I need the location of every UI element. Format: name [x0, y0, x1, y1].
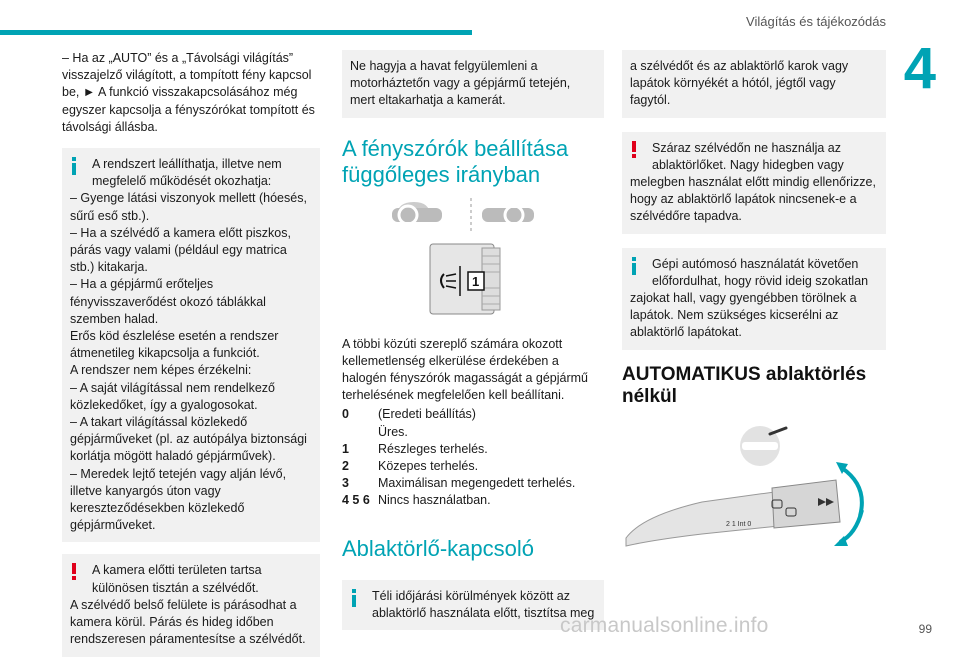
setting-key: 1	[342, 441, 349, 456]
setting-key: 3	[342, 476, 349, 491]
info-icon	[348, 589, 360, 607]
wiper-stalk-figure	[622, 418, 886, 568]
setting-value: Maximálisan megengedett terhelés.	[378, 476, 576, 491]
steering-wheel-left-icon	[392, 202, 442, 224]
headlamp-adjuster-figure	[342, 196, 604, 324]
info-line: – Gyenge látási viszonyok mellett (hóesés, sűrű eső stb.).	[70, 191, 307, 223]
info-line: – Ha a gépjármű erőteljes fényvisszaverődést okozó táblákkal szemben halad.	[70, 277, 266, 326]
warning-text: melegben használat előtt mindig ellenőrizze, hogy az ablaktörlő lapátok nincsenek-e a szélvédőre tapadva.	[630, 175, 876, 224]
headlamp-paragraph: A többi közúti szereplő számára okozott kellemetlenség elkerülése érdekében a halogén fényszórók magasságát a gépjármű terhelésének megfelelően kell beállítani.	[342, 336, 588, 403]
column-3	[622, 50, 886, 568]
warning-icon	[68, 563, 80, 581]
warning-first-line: Száraz szélvédőn ne használja az ablaktörlőket. Nagy hidegben vagy	[652, 140, 844, 172]
section-heading-wiper: Ablaktörlő-kapcsoló	[342, 535, 534, 561]
warning-icon	[628, 141, 640, 159]
info-first-line: A rendszert leállíthatja, illetve nem megfelelő működését okozhatja:	[92, 157, 282, 189]
info-line: – Ha a szélvédő a kamera előtt piszkos, párás vagy valami (például egy matrica stb.) kitakarja.	[70, 225, 291, 275]
info-line: – A takart világítással közlekedő gépjárműveket (pl. az autópálya biztonsági korlátja mögött haladó gépjárművek).	[70, 415, 307, 464]
setting-value: Nincs használatban.	[378, 493, 491, 508]
info-icon	[628, 257, 640, 275]
setting-value: (Eredeti beállítás) Üres.	[378, 407, 476, 439]
warning-box-camera	[62, 554, 320, 656]
section-heading-auto-wipe: AUTOMATIKUS ablaktörlés nélkül	[622, 363, 867, 407]
watermark: carmanualsonline.info	[560, 614, 769, 637]
warning-first-line: A kamera előtti területen tartsa különösen tisztán a szélvédőt.	[92, 563, 262, 595]
setting-value: Részleges terhelés.	[378, 441, 488, 456]
chapter-progress-bar	[0, 30, 472, 35]
load-setting-row	[342, 475, 604, 492]
load-setting-row	[342, 406, 604, 440]
headlamp-height-dial-icon	[430, 244, 500, 314]
chapter-number: 4	[903, 36, 936, 101]
info-first-line: Gépi autómosó használatát követően előfordulhat, hogy rövid ideig szokatlan	[652, 256, 869, 288]
headlamp-adjuster-illustration	[342, 196, 604, 320]
load-setting-row	[342, 458, 604, 475]
continued-box	[622, 50, 886, 118]
info-box-carwash	[622, 248, 886, 350]
note-text: Ne hagyja a havat felgyülemleni a motorháztetőn vagy a gépjármű tetején, mert eltakarhatja a kamerát.	[350, 59, 571, 108]
info-text: Téli időjárási körülmények között az ablaktörlő használata előtt, tisztítsa meg	[372, 588, 595, 620]
wiper-stalk-illustration	[622, 418, 886, 568]
info-text: zajokat hall, vagy gyengébben törölnek a lapátok. Nem szükséges kicserélni az ablaktörlő lapátokat.	[630, 291, 857, 340]
page-number: 99	[918, 622, 932, 636]
load-settings-list	[342, 406, 604, 509]
column-1	[62, 50, 320, 669]
setting-key: 2	[342, 459, 349, 474]
section-heading-headlamp: A fényszórók beállítása függőleges irányban	[342, 135, 569, 187]
steering-wheel-right-icon	[482, 206, 534, 224]
warning-box-dry	[622, 132, 886, 234]
info-line: Erős köd észlelése esetén a rendszer átmenetileg kikapcsolja a funkciót.	[70, 329, 279, 361]
svg-text:2 1 Int 0: 2 1 Int 0	[726, 520, 752, 528]
info-line: – A saját világítással nem rendelkező közlekedőket, így a gyalogosokat.	[70, 380, 275, 412]
steering-wheel-icon	[740, 426, 786, 466]
setting-value: Közepes terhelés.	[378, 459, 479, 474]
info-line: – Meredek lejtő tetején vagy alján lévő, illetve kanyargós úton vagy kereszteződésekben közlekedő gépjárműveket.	[70, 466, 287, 533]
setting-key: 0	[342, 407, 349, 422]
wiper-stalk-icon	[626, 480, 840, 546]
intro-paragraph: – Ha az „AUTO” és a „Távolsági világítás” visszajelző világított, a tompított fény kapcsol be, ► A funkció visszakapcsolásához még egyszer kapcsolja a fényszórókat tompított és távolsági állásba.	[62, 51, 315, 134]
info-box-limitations	[62, 148, 320, 542]
column-2	[342, 50, 604, 642]
page-header-title: Világítás és tájékozódás	[746, 14, 886, 29]
setting-key: 4 5 6	[342, 493, 370, 508]
warning-text: A szélvédő belső felülete is párásodhat a kamera körül. Párás és hideg időben rendszeresen páramentesítse a szélvédőt.	[70, 597, 306, 647]
info-line: A rendszer nem képes érzékelni:	[70, 363, 252, 378]
load-setting-row	[342, 492, 604, 509]
info-icon	[68, 157, 80, 175]
note-box-snow	[342, 50, 604, 118]
continued-text: a szélvédőt és az ablaktörlő karok vagy lapátok környékét a hótól, jégtől vagy fagytól.	[630, 59, 849, 108]
dial-label: 1	[472, 273, 480, 289]
load-setting-row	[342, 441, 604, 458]
